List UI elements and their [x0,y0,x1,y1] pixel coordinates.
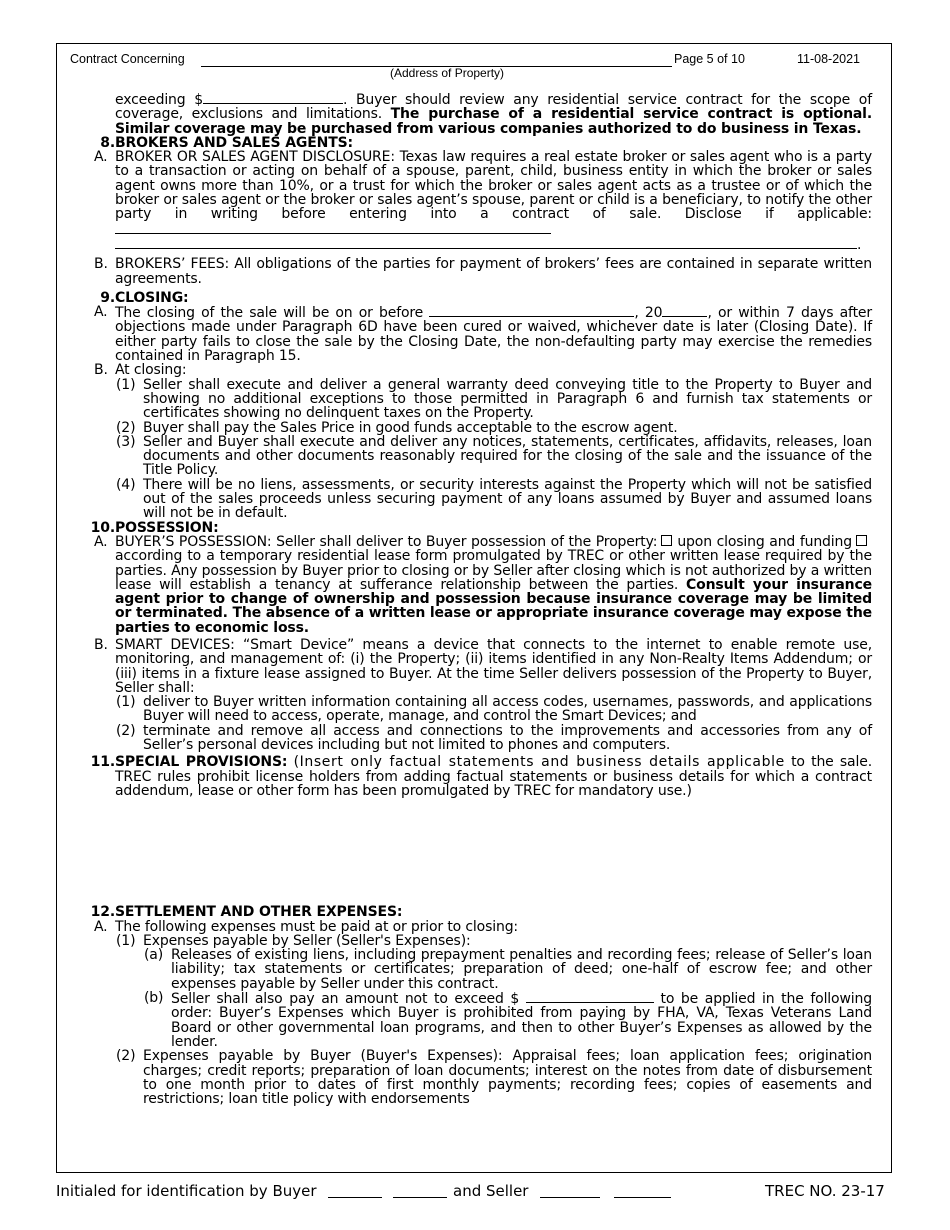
and-seller-label: and Seller [453,1182,529,1200]
buyer-initial-2[interactable] [393,1184,447,1198]
contract-body [60,92,872,1106]
section-10-heading: 10. POSSESSION: [90,519,219,536]
page-number: Page 5 of 10 [674,52,745,66]
trec-form-number: TREC NO. 23-17 [765,1182,885,1200]
section-8b: B. BROKERS’ FEES: All obligations of the parties for payment of brokers’ fees are contained in separate written agreements. [94,256,872,287]
service-contract-amount-field[interactable] [203,92,343,104]
section-10a: A. BUYER’S POSSESSION: Seller shall deliver to Buyer possession of the Property: upon closing and fundingaccording to a temporary residential lease form promulgated by TREC or other written lease required by the parties. Any possession by Buyer prior to closing or by Seller after closing which is not authorized by a written lease will establish a tenancy at sufferance relationship between the parties. Consult your insurance agent prior to change of ownership and possession because insurance coverage may be limited or terminated. The absence of a written lease or appropriate insurance coverage may expose the parties to economic loss. [94,533,872,636]
buyer-initial-1[interactable] [328,1184,382,1198]
section-12a-item-1b: (b) Seller shall also pay an amount not to exceed $ to be applied in the following order: Buyer’s Expenses which Buyer is prohibited from paying by FHA, VA, Texas Veterans Land Board or other governmental loan programs, and then to other Buyer’s Expenses as allowed by the lender. [144,990,872,1050]
section-10b-item-1: (1) deliver to Buyer written information containing all access codes, usernames, passwords, and applications Buyer will need to access, operate, manage, and control the Smart Devices; and [116,694,872,725]
section-12a: A. The following expenses must be paid at or prior to closing: [94,918,519,935]
section-8a: A. BROKER OR SALES AGENT DISCLOSURE: Texas law requires a real estate broker or sales agent who is a party to a transaction or acting on behalf of a spouse, parent, child, business entity in which the broker or sales agent owns more than 10%, or a trust for which the broker or sales agent acts as a trustee or of which the broker or sales agent or the broker or sales agent’s spouse, parent or child is a beneficiary, to notify the other party in writing before entering into a contract of sale. Disclose if applicable: [60,150,872,237]
seller-initial-1[interactable] [540,1184,600,1198]
seller-contribution-field[interactable] [526,991,654,1003]
seller-initial-2[interactable] [614,1184,671,1198]
section-9a: A. The closing of the sale will be on or before , 20 , or within 7 days after objections made under Paragraph 6D have been cured or waived, whichever date is later (Closing Date). If either party fails to close the sale by the Closing Date, the non-defaulting party may exercise the remedies contained in Paragraph 15. [94,304,872,365]
section-9b-item-1: (1) Seller shall execute and deliver a general warranty deed conveying title to the Property to Buyer and showing no additional exceptions to those permitted in Paragraph 6 and furnish tax statements or certificates showing no delinquent taxes on the Property. [116,376,872,422]
contract-concerning-label: Contract Concerning [70,52,185,66]
section-12-heading: 12. SETTLEMENT AND OTHER EXPENSES: [90,904,403,921]
section-9-heading: 9. CLOSING: [100,289,189,306]
section-8a-line2: . [60,237,872,252]
address-of-property-label: (Address of Property) [390,66,505,80]
section-9b: B. At closing: [94,362,187,379]
upon-closing-checkbox[interactable] [661,535,672,546]
section-12a-item-1: (1) Expenses payable by Seller (Seller's Expenses): [116,932,471,949]
section-9b-item-2: (2) Buyer shall pay the Sales Price in good funds acceptable to the escrow agent. [116,419,678,436]
initialed-label: Initialed for identification by Buyer [56,1182,317,1200]
section-12a-item-1a: (a) Releases of existing liens, including prepayment penalties and recording fees; release of Seller’s loan liability; tax statements or certificates; preparation of deed; one-half of escrow fee; and other expenses payable by Seller under this contract. [144,947,872,992]
closing-year-field[interactable] [662,305,707,317]
section-9b-item-4: (4) There will be no liens, assessments, or security interests against the Property which will not be satisfied out of the sales proceeds unless securing payment of any loans assumed by Buyer and assumed loans will not be in default. [116,476,872,522]
form-date: 11-08-2021 [797,52,861,66]
section-9b-item-3: (3) Seller and Buyer shall execute and deliver any notices, statements, certificates, affidavits, releases, loan documents and other documents reasonably required for the closing of the sale and the issuance of the Title Policy. [116,433,872,479]
section-11-title: SPECIAL PROVISIONS: [115,754,288,771]
section-10b: B. SMART DEVICES: “Smart Device” means a device that connects to the internet to enable remote use, monitoring, and management of: (i) the Property; (ii) items identified in any Non-Realty Items Addendum; or (iii) items in a fixture lease assigned to Buyer. At the time Seller delivers possession of the Property to Buyer, Seller shall: [94,636,872,696]
intro-paragraph: exceeding $ . Buyer should review any residential service contract for the scope of coverage, exclusions and limitations. The purchase of a residential service contract is optional. Similar coverage may be purchased from various companies authorized to do business in Texas. [115,92,873,137]
closing-date-field[interactable] [429,305,634,317]
section-11: 11. SPECIAL PROVISIONS: (Insert only factual statements and business details applicable to the sale. TREC rules prohibit license holders from adding factual statements or business details for which a contract addendum, lease or other form has been promulgated by TREC for mandatory use.) [90,754,872,799]
section-8-heading: 8. BROKERS AND SALES AGENTS: [100,134,353,151]
temporary-lease-checkbox[interactable] [856,535,867,546]
disclosure-field-2[interactable] [115,237,857,249]
special-provisions-area[interactable] [60,798,872,905]
disclosure-field-1[interactable] [115,222,551,234]
section-10b-item-2: (2) terminate and remove all access and connections to the improvements and accessories from any of Seller’s personal devices including but not limited to phones and computers. [116,722,872,754]
section-12a-item-2: (2) Expenses payable by Buyer (Buyer's Expenses): Appraisal fees; loan application fees; origination charges; credit reports; preparation of loan documents; interest on the notes from date of disbursement to one month prior to dates of first monthly payments; recording fees; copies of easements and restrictions; loan title policy with endorsements [116,1048,872,1108]
